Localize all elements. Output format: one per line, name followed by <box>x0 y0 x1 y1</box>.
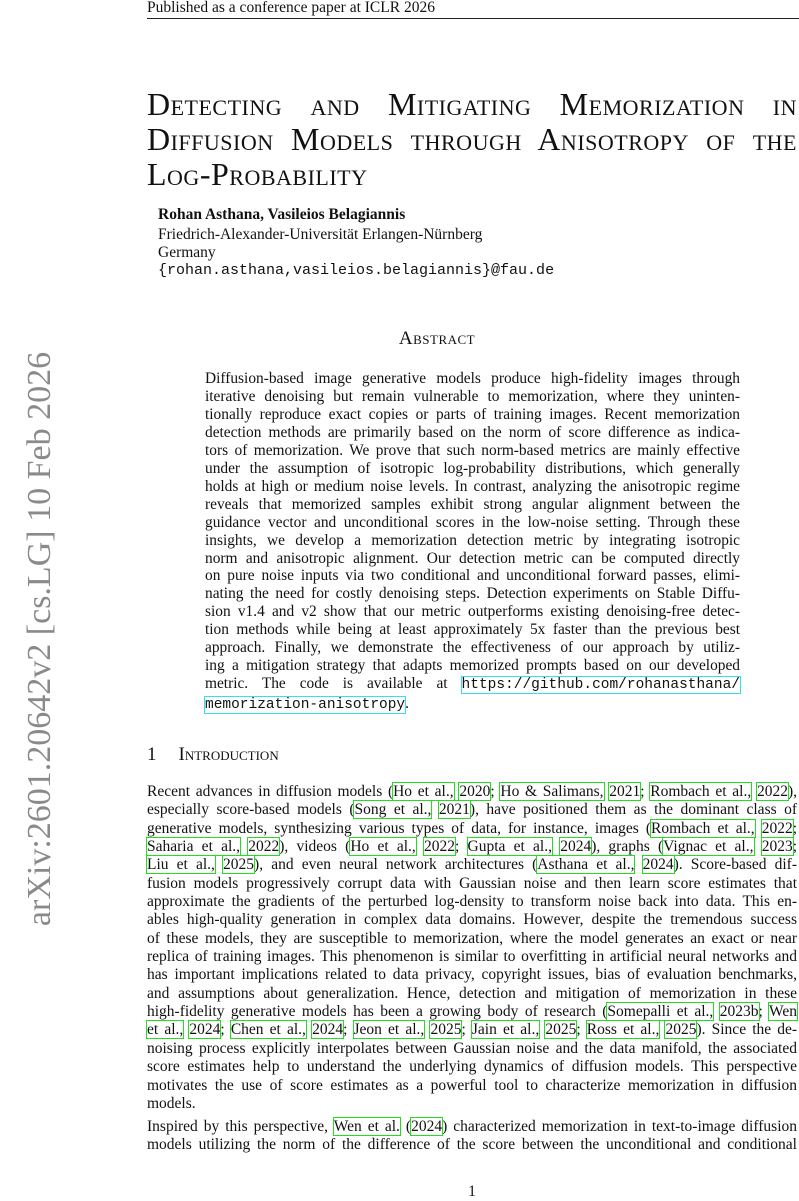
paper-title-line-1: Detecting and Mitigating Memorization in <box>147 86 797 122</box>
citation-link[interactable]: Ho et al., <box>393 783 454 800</box>
citation-link[interactable]: 2024 <box>312 1021 344 1039</box>
abstract-heading: Abstract <box>398 328 476 349</box>
citation-link[interactable]: 2022 <box>756 783 788 800</box>
introduction-body <box>147 783 797 1159</box>
text-line: on pure noise inputs via two conditional and unconditional forward passes, elimi- <box>205 567 740 585</box>
text-line: models. <box>147 1094 196 1112</box>
text-line: guidance vector and unconditional scores in the low-noise setting. Through these <box>205 513 740 531</box>
text-line: detection methods are primarily based on the norm of score difference as indica- <box>205 423 740 441</box>
citation-link[interactable]: 2022 <box>248 838 280 856</box>
citation-link[interactable]: Liu et al., <box>147 856 215 874</box>
text-line: has important implications related to data privacy, copyright issues, bias of evaluation benchmarks, <box>147 966 797 984</box>
text-line: fusion models progressively corrupt data with Gaussian noise and then learn score estimates that <box>147 874 797 892</box>
citation-link[interactable]: Rombach et al., <box>651 819 755 837</box>
citation-link[interactable]: Ho & Salimans, <box>500 783 604 800</box>
text-line: replica of training images. This phenomenon is similar to overfitting in artificial neural networks and <box>147 948 797 966</box>
country: Germany <box>158 244 216 261</box>
email: {rohan.asthana,vasileios.belagiannis}@fau.de <box>158 262 555 279</box>
citation-link[interactable]: 2024 <box>189 1021 221 1039</box>
section-heading-introduction <box>147 744 279 766</box>
text-line: holds at high or medium noise levels. In contrast, analyzing the anisotropic regime <box>205 477 740 495</box>
text-line: and assumptions about generalization. Hence, detection and mitigation of memorization in these <box>147 984 797 1002</box>
text-line: ables high-quality generation in complex data domains. However, despite the tremendous success <box>147 911 797 929</box>
authors: Rohan Asthana, Vasileios Belagiannis <box>158 206 406 223</box>
citation-link[interactable]: 2020 <box>459 783 491 800</box>
citation-link[interactable]: 2023 <box>761 838 793 856</box>
citation-link[interactable]: 2023b <box>719 1003 759 1021</box>
citation-link[interactable]: Song et al., <box>354 801 432 819</box>
paragraph <box>147 783 797 1113</box>
text-line: Inspired by this perspective, Wen et al. (2024) characterized memorization in text-to-image diffusion <box>147 1117 797 1135</box>
text-line: et al., 2024; Chen et al., 2024; Jeon et al., 2025; Jain et al., 2025; Ross et al., 2025). Since the de- <box>147 1021 798 1039</box>
citation-link[interactable]: Asthana et al., <box>537 856 635 874</box>
text-line: generative models, synthesizing various types of data, for instance, images (Rombach et al., 2022; <box>147 819 798 837</box>
paragraph <box>147 1118 797 1155</box>
text-line: memorization-anisotropy. <box>205 695 409 714</box>
citation-link[interactable]: Saharia et al., <box>147 838 241 856</box>
arxiv-identifier: arXiv:2601.20642v2 [cs.LG] 10 Feb 2026 <box>21 351 58 927</box>
text-line: iterative denoising but remain vulnerable to memorization, where they uninten- <box>205 387 740 405</box>
text-line: noising process explicitly interpolates between Gaussian noise and the data manifold, the associated <box>147 1039 797 1057</box>
citation-link[interactable]: Chen et al., <box>230 1021 306 1039</box>
text-line: score estimates help to understand the underlying dynamics of diffusion models. This perspective <box>147 1058 797 1076</box>
citation-link[interactable]: et al., <box>147 1021 184 1039</box>
text-line: especially score-based models (Song et al., 2021), have positioned them as the dominant class of <box>147 801 798 819</box>
section-title: Introduction <box>178 744 279 765</box>
citation-link[interactable]: 2024 <box>411 1117 443 1135</box>
text-line: ing a mitigation strategy that adapts memorized prompts based on our developed <box>205 657 740 675</box>
paper-title-line-3: Log-Probability <box>147 156 368 192</box>
text-line: motivates the use of score estimates as a powerful tool to characterize memorization in diffusion <box>147 1076 797 1094</box>
code-url-link[interactable]: memorization-anisotropy <box>205 697 406 714</box>
text-line: Recent advances in diffusion models (Ho et al., 2020; Ho & Salimans, 2021; Rombach et al., 2022), <box>147 783 798 800</box>
text-line: insights, we develop a memorization detection metric by integrating isotropic <box>205 531 740 549</box>
paper-title-line-2: Diffusion Models through Anisotropy of the <box>147 121 797 157</box>
text-line: high-fidelity generative models has been a growing body of research (Somepalli et al., 2023b; Wen <box>147 1003 798 1021</box>
text-line: Saharia et al., 2022), videos (Ho et al., 2022; Gupta et al., 2024), graphs (Vignac et al., 2023; <box>147 838 798 856</box>
citation-link[interactable]: Gupta et al., <box>467 838 552 856</box>
text-line: Diffusion-based image generative models produce high-fidelity images through <box>205 370 740 387</box>
text-line: approximate the gradients of the perturbed log-density to transform noise back into data. This en- <box>147 893 797 911</box>
text-line: reveals that memorized samples exhibit strong angular alignment between the <box>205 495 740 513</box>
citation-link[interactable]: Rombach et al., <box>650 783 752 800</box>
citation-link[interactable]: 2021 <box>438 801 470 819</box>
text-line: tors of memorization. We prove that such norm-based metrics are mainly effective <box>205 441 740 459</box>
citation-link[interactable]: 2024 <box>560 838 592 856</box>
citation-link[interactable]: 2022 <box>761 819 793 837</box>
text-line: nating the need for costly denoising steps. Detection experiments on Stable Diffu- <box>205 585 740 603</box>
text-line: approach. Finally, we demonstrate the effectiveness of our approach by utiliz- <box>205 639 740 657</box>
text-line: under the assumption of isotropic log-probability distributions, which generally <box>205 459 740 477</box>
citation-link[interactable]: 2025 <box>223 856 255 874</box>
citation-link[interactable]: 2024 <box>642 856 674 874</box>
text-line: tionally reproduce exact copies or parts of training images. Recent memorization <box>205 405 740 423</box>
section-number: 1 <box>147 744 157 765</box>
citation-link[interactable]: Ho et al., <box>350 838 416 856</box>
citation-link[interactable]: 2022 <box>424 838 456 856</box>
citation-link[interactable]: 2025 <box>430 1021 462 1039</box>
code-url-link[interactable]: https://github.com/rohanasthana/ <box>461 677 740 694</box>
text-line: tion methods while being at least approximately 5x faster than the previous best <box>205 621 740 639</box>
page-number: 1 <box>468 1183 476 1200</box>
text-line: models utilizing the norm of the difference of the score between the unconditional and conditional <box>147 1136 797 1154</box>
citation-link[interactable]: Vignac et al., <box>663 838 754 856</box>
citation-link[interactable]: Wen et al. <box>333 1117 400 1135</box>
citation-link[interactable]: 2025 <box>545 1021 577 1039</box>
citation-link[interactable]: Wen <box>768 1003 798 1021</box>
citation-link[interactable]: Ross et al., <box>586 1021 660 1039</box>
text-line: Liu et al., 2025), and even neural network architectures (Asthana et al., 2024). Score-based dif- <box>147 856 797 874</box>
citation-link[interactable]: Somepalli et al., <box>607 1003 714 1021</box>
running-header: Published as a conference paper at ICLR 2026 <box>147 0 435 16</box>
abstract-body <box>205 370 740 715</box>
header-rule <box>147 18 799 19</box>
affiliation: Friedrich-Alexander-Universität Erlangen-Nürnberg <box>158 226 483 243</box>
text-line: sion v1.4 and v2 show that our metric outperforms existing denoising-free detec- <box>205 603 740 621</box>
citation-link[interactable]: Jain et al., <box>471 1021 540 1039</box>
text-line: of these models, they are susceptible to memorization, where the model generates an exact or near <box>147 929 797 947</box>
citation-link[interactable]: 2025 <box>665 1021 697 1039</box>
citation-link[interactable]: 2021 <box>609 783 641 800</box>
citation-link[interactable]: Jeon et al., <box>353 1021 425 1039</box>
text-line: metric. The code is available at https://github.com/rohanasthana/ <box>205 675 740 694</box>
text-line: norm and anisotropic alignment. Our detection metric can be computed directly <box>205 549 740 567</box>
